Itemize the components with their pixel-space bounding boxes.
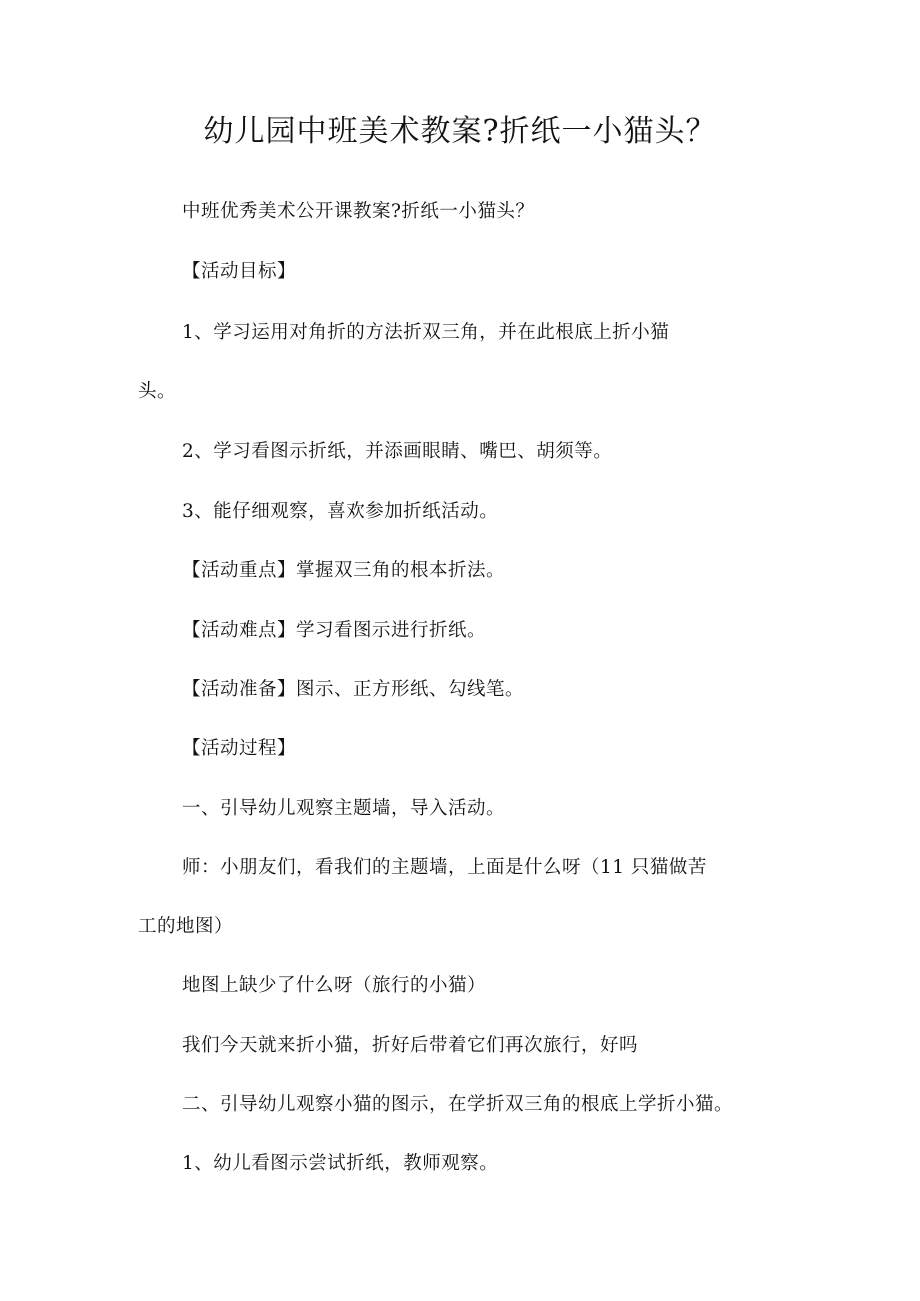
paragraph-line: 我们今天就来折小猫，折好后带着它们再次旅行，好吗 [182, 1035, 639, 1056]
paragraph-line: 一、引导幼儿观察主题墙，导入活动。 [182, 798, 506, 819]
paragraph-line: 【活动难点】学习看图示进行折纸。 [182, 620, 487, 641]
paragraph-line: 师：小朋友们，看我们的主题墙，上面是什么呀（11 只猫做苦 [182, 857, 707, 878]
section-heading-process: 【活动过程】 [182, 738, 297, 759]
paragraph-line: 3、能仔细观察，喜欢参加折纸活动。 [182, 501, 499, 522]
paragraph-line: 1、幼儿看图示尝试折纸，教师观察。 [182, 1153, 499, 1174]
paragraph-line: 二、引导幼儿观察小猫的图示，在学折双三角的根底上学折小猫。 [182, 1094, 734, 1115]
paragraph-line: 1、学习运用对角折的方法折双三角，并在此根底上折小猫 [182, 322, 670, 343]
section-heading-objectives: 【活动目标】 [182, 261, 297, 282]
paragraph-line: 工的地图） [138, 916, 234, 937]
paragraph-line: 【活动重点】掌握双三角的根本折法。 [182, 560, 506, 581]
paragraph-line: 【活动准备】图示、正方形纸、勾线笔。 [182, 679, 525, 700]
paragraph-line: 地图上缺少了什么呀（旅行的小猫） [182, 975, 487, 996]
paragraph-line: 头。 [138, 381, 177, 402]
paragraph-line: 2、学习看图示折纸，并添画眼睛、嘴巴、胡须等。 [182, 441, 613, 462]
subtitle-line: 中班优秀美术公开课教案?折纸一小猫头？ [182, 201, 535, 222]
document-title: 幼儿园中班美术教案?折纸一小猫头？ [203, 114, 717, 149]
